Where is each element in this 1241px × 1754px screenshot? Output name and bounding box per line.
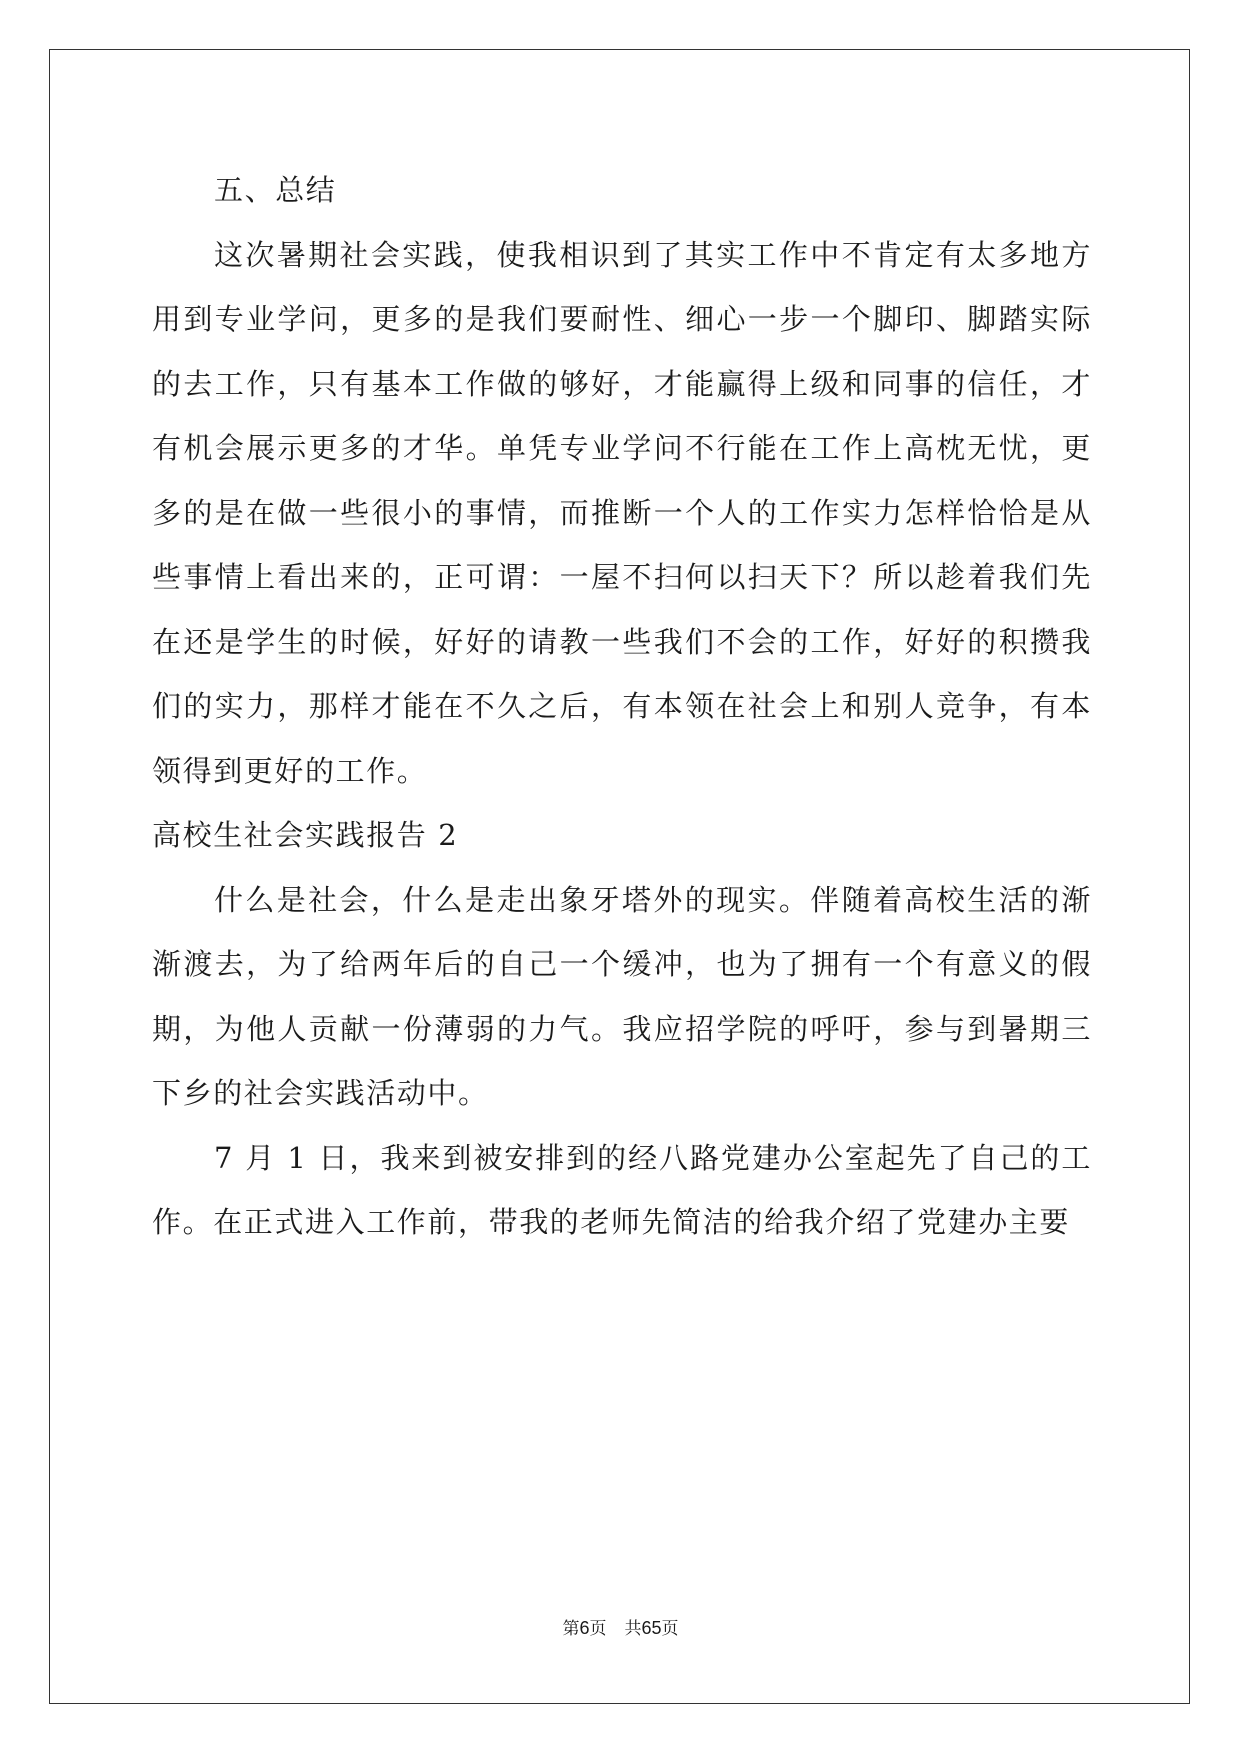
footer-total-suffix: 页: [661, 1619, 679, 1639]
page-number-footer: [0, 1614, 1241, 1639]
current-page-number: 6: [579, 1618, 590, 1638]
summary-paragraph: 这次暑期社会实践，使我相识到了其实工作中不肯定有太多地方用到专业学问，更多的是我们要耐性、细心一步一个脚印、脚踏实际的去工作，只有基本工作做的够好，才能赢得上级和同事的信任，才有机会展示更多的才华。单凭专业学问不行能在工作上高枕无忧，更多的是在做一些很小的事情，而推断一个人的工作实力怎样恰恰是从些事情上看出来的，正可谓：一屋不扫何以扫天下？所以趁着我们先在还是学生的时候，好好的请教一些我们不会的工作，好好的积攒我们的实力，那样才能在不久之后，有本领在社会上和别人竞争，有本领得到更好的工作。: [152, 237, 1092, 788]
total-pages-number: 65: [641, 1618, 662, 1638]
report-title-2: 高校生社会实践报告 2: [152, 818, 459, 852]
footer-page-suffix: 页: [589, 1619, 607, 1639]
footer-total-prefix: 共: [624, 1619, 642, 1639]
report-intro-paragraph: 什么是社会，什么是走出象牙塔外的现实。伴随着高校生活的渐渐渡去，为了给两年后的自己一个缓冲，也为了拥有一个有意义的假期，为他人贡献一份薄弱的力气。我应招学院的呼吁，参与到暑期三下乡的社会实践活动中。: [152, 882, 1092, 1110]
section-heading-summary: 五、总结: [214, 173, 337, 207]
document-body: [152, 158, 1092, 1255]
footer-prefix: 第: [562, 1619, 580, 1639]
report-work-paragraph: 7 月 1 日，我来到被安排到的经八路党建办公室起先了自己的工作。在正式进入工作前，带我的老师先简洁的给我介绍了党建办主要: [152, 1140, 1092, 1239]
